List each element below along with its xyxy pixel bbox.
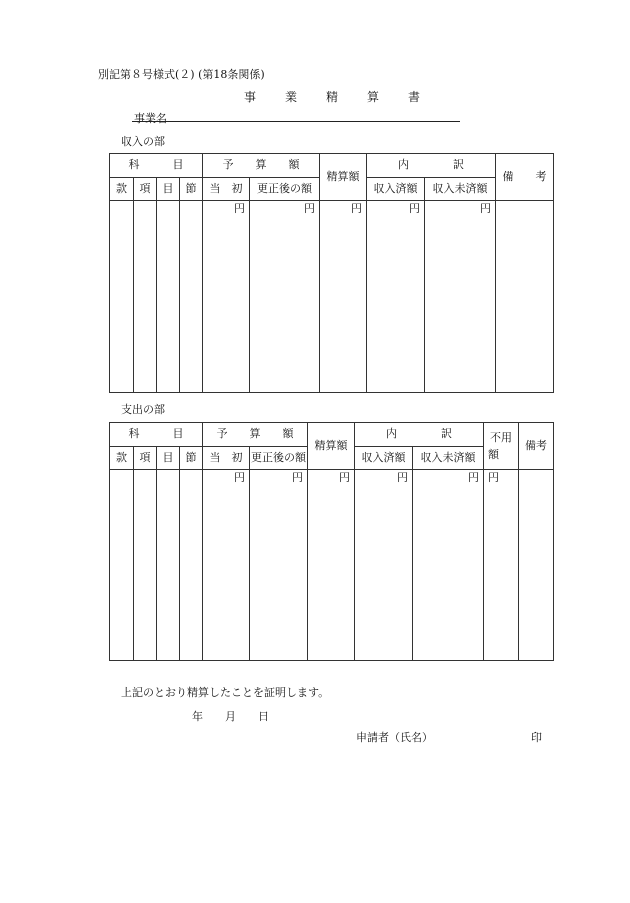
certification-statement: 上記のとおり精算したことを証明します。	[121, 686, 330, 699]
moku-header: 目	[157, 447, 180, 470]
setsu-cell[interactable]	[180, 470, 203, 661]
title-char: 算	[367, 90, 380, 104]
document-title	[244, 88, 428, 105]
fuyou-yen[interactable]: 円	[484, 470, 519, 661]
title-char: 業	[285, 90, 298, 104]
kouseigo-header: 更正後の額	[250, 447, 308, 470]
tousho-header: 当 初	[203, 447, 250, 470]
setsu-cell[interactable]	[180, 201, 203, 393]
yosan-header: 予 算 額	[203, 154, 320, 178]
kou-cell[interactable]	[134, 470, 157, 661]
kan-cell[interactable]	[110, 470, 134, 661]
biko-cell[interactable]	[519, 470, 554, 661]
seisan-header: 精算額	[320, 154, 367, 201]
title-char: 書	[408, 90, 421, 104]
kamoku-header: 科 目	[110, 423, 203, 447]
kouseigo-yen[interactable]: 円	[250, 470, 308, 661]
moku-cell[interactable]	[157, 201, 180, 393]
shunyuzumi-yen[interactable]: 円	[367, 201, 425, 393]
biko-header: 備考	[519, 423, 554, 470]
kan-header: 款	[110, 178, 134, 201]
kan-header: 款	[110, 447, 134, 470]
fuyou-header	[484, 423, 519, 470]
setsu-header: 節	[180, 178, 203, 201]
shunyumizumi-yen[interactable]: 円	[425, 201, 496, 393]
kamoku-header: 科 目	[110, 154, 203, 178]
applicant-label: 申請者（氏名）	[356, 731, 433, 744]
income-section-title: 収入の部	[121, 135, 165, 148]
setsu-header: 節	[180, 447, 203, 470]
moku-cell[interactable]	[157, 470, 180, 661]
uchiwake-header: 内 訳	[367, 154, 496, 178]
form-reference: 別記第８号様式(２) (第18条関係)	[98, 68, 265, 81]
shunyuzumi-header: 収入済額	[355, 447, 413, 470]
seisan-header: 精算額	[308, 423, 355, 470]
kou-cell[interactable]	[134, 201, 157, 393]
kan-cell[interactable]	[110, 201, 134, 393]
date-line: 年 月 日	[192, 710, 269, 723]
shunyuzumi-yen[interactable]: 円	[355, 470, 413, 661]
yosan-header: 予 算 額	[203, 423, 308, 447]
project-name-label: 事業名	[134, 112, 167, 125]
tousho-yen[interactable]: 円	[203, 470, 250, 661]
income-table	[109, 153, 554, 393]
kouseigo-yen[interactable]: 円	[250, 201, 320, 393]
expense-table	[109, 422, 554, 661]
kouseigo-header: 更正後の額	[250, 178, 320, 201]
title-char: 事	[244, 90, 257, 104]
shunyuzumi-header: 収入済額	[367, 178, 425, 201]
biko-cell[interactable]	[496, 201, 554, 393]
kou-header: 項	[134, 447, 157, 470]
seisan-yen[interactable]: 円	[308, 470, 355, 661]
uchiwake-header: 内 訳	[355, 423, 484, 447]
tousho-yen[interactable]: 円	[203, 201, 250, 393]
moku-header: 目	[157, 178, 180, 201]
shunyumizumi-yen[interactable]: 円	[413, 470, 484, 661]
biko-header: 備 考	[496, 154, 554, 201]
kou-header: 項	[134, 178, 157, 201]
project-name-line	[132, 121, 460, 122]
shunyumizumi-header: 収入未済額	[413, 447, 484, 470]
title-char: 精	[326, 90, 339, 104]
seisan-yen[interactable]: 円	[320, 201, 367, 393]
fuyou-label-2: 額	[488, 448, 499, 461]
shunyumizumi-header: 収入未済額	[425, 178, 496, 201]
fuyou-label: 不用	[490, 430, 512, 444]
expense-section-title: 支出の部	[121, 403, 165, 416]
seal-mark: 印	[531, 731, 542, 744]
tousho-header: 当 初	[203, 178, 250, 201]
